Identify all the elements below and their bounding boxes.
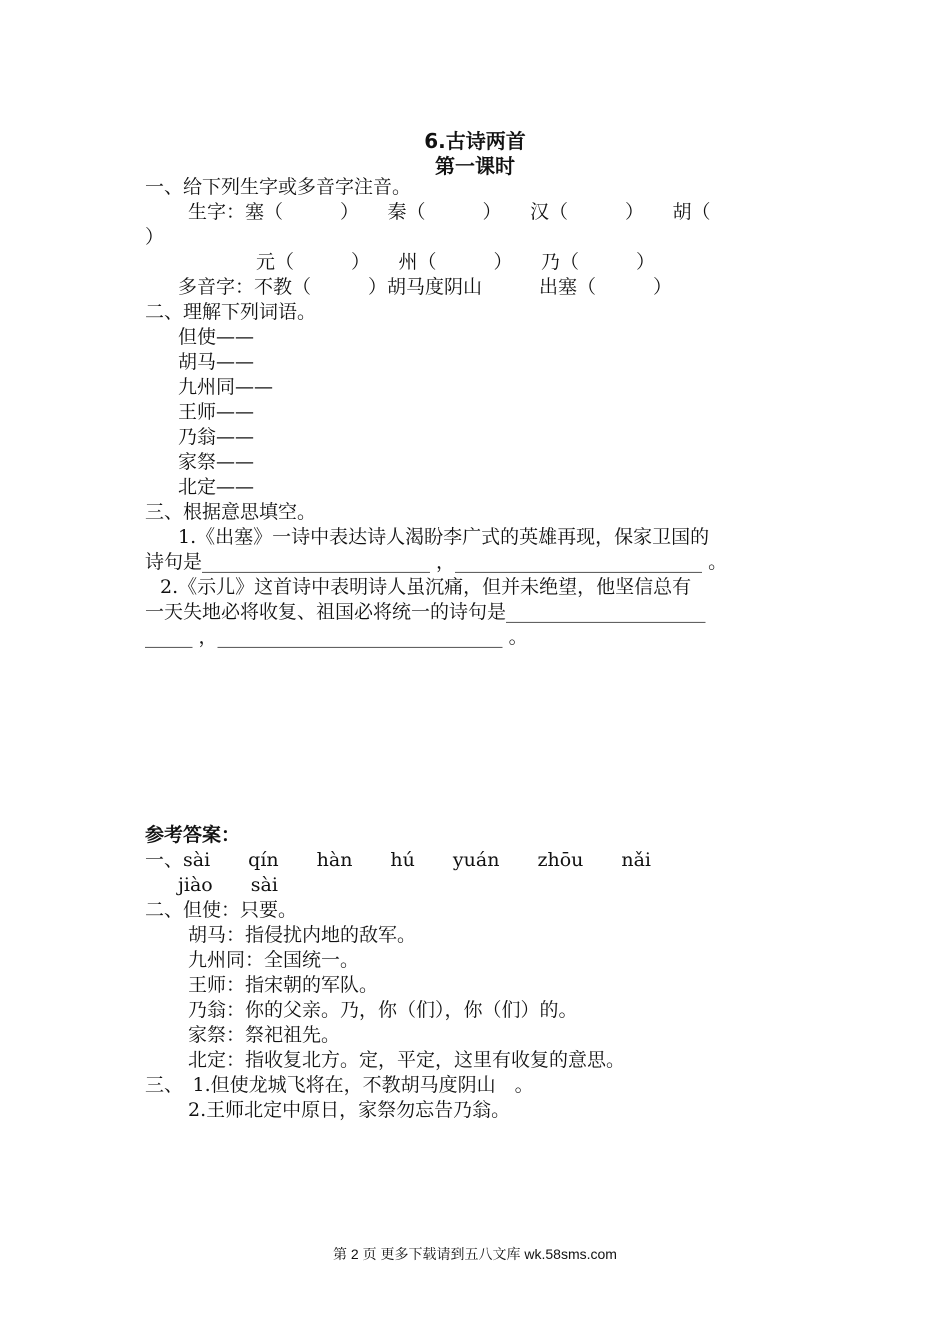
q2-word: 王师——: [178, 401, 255, 423]
answer2-item: 王师：指宋朝的军队。: [188, 974, 379, 996]
answer3-line1: 三、 1.但使龙城飞将在，不教胡马度阴山 。: [145, 1074, 534, 1096]
answer2-item: 九州同：全国统一。: [188, 949, 360, 971]
q3-item2-line1: 2.《示儿》这首诗中表明诗人虽沉痛，但并未绝望，他坚信总有: [160, 576, 692, 598]
q3-item1-line2: 诗句是________________________ ，__________________________ 。: [145, 551, 728, 573]
page-title: 6.古诗两首: [424, 129, 526, 153]
answer2-item: 家祭：祭祀祖先。: [188, 1024, 341, 1046]
q1-line3: 多音字：不教（ ）胡马度阴山 出塞（ ）: [178, 276, 673, 298]
q2-word: 胡马——: [178, 351, 255, 373]
q1-line2: 元（ ） 州（ ） 乃（ ）: [256, 251, 656, 273]
q2-word: 北定——: [178, 476, 255, 498]
q3-item1-line1: 1.《出塞》一诗中表达诗人渴盼李广式的英雄再现，保家卫国的: [178, 526, 710, 548]
answer3-line2: 2.王师北定中原日，家祭勿忘告乃翁。: [188, 1099, 511, 1121]
answer1-line2: jiào sài: [178, 874, 278, 896]
page-footer: 第 2 页 更多下载请到五八文库 wk.58sms.com: [333, 1246, 617, 1262]
answer1-line1: 一、sài qín hàn hú yuán zhōu nǎi: [145, 849, 652, 871]
q1-line1: 生字：塞（ ） 秦（ ） 汉（ ） 胡（: [188, 201, 711, 223]
q3-heading: 三、根据意思填空。: [145, 501, 317, 523]
answer2-item: 北定：指收复北方。定，平定，这里有收复的意思。: [188, 1049, 626, 1071]
q2-heading: 二、理解下列词语。: [145, 301, 317, 323]
q2-word: 乃翁——: [178, 426, 255, 448]
answer2-first: 二、但使：只要。: [145, 899, 298, 921]
answer2-item: 乃翁：你的父亲。乃，你（们），你（们）的。: [188, 999, 578, 1021]
q2-word: 但使——: [178, 326, 255, 348]
q3-item2-line3: _____ ，______________________________ 。: [145, 626, 528, 648]
answer2-item: 胡马：指侵扰内地的敌军。: [188, 924, 417, 946]
page-subtitle: 第一课时: [435, 154, 515, 178]
q1-heading: 一、给下列生字或多音字注音。: [145, 176, 412, 198]
q2-word: 家祭——: [178, 451, 255, 473]
q3-item2-line2: 一天失地必将收复、祖国必将统一的诗句是_____________________: [145, 601, 706, 623]
answers-heading: 参考答案：: [145, 824, 241, 846]
q1-line1-wrap: ）: [145, 226, 165, 248]
q2-word: 九州同——: [178, 376, 274, 398]
